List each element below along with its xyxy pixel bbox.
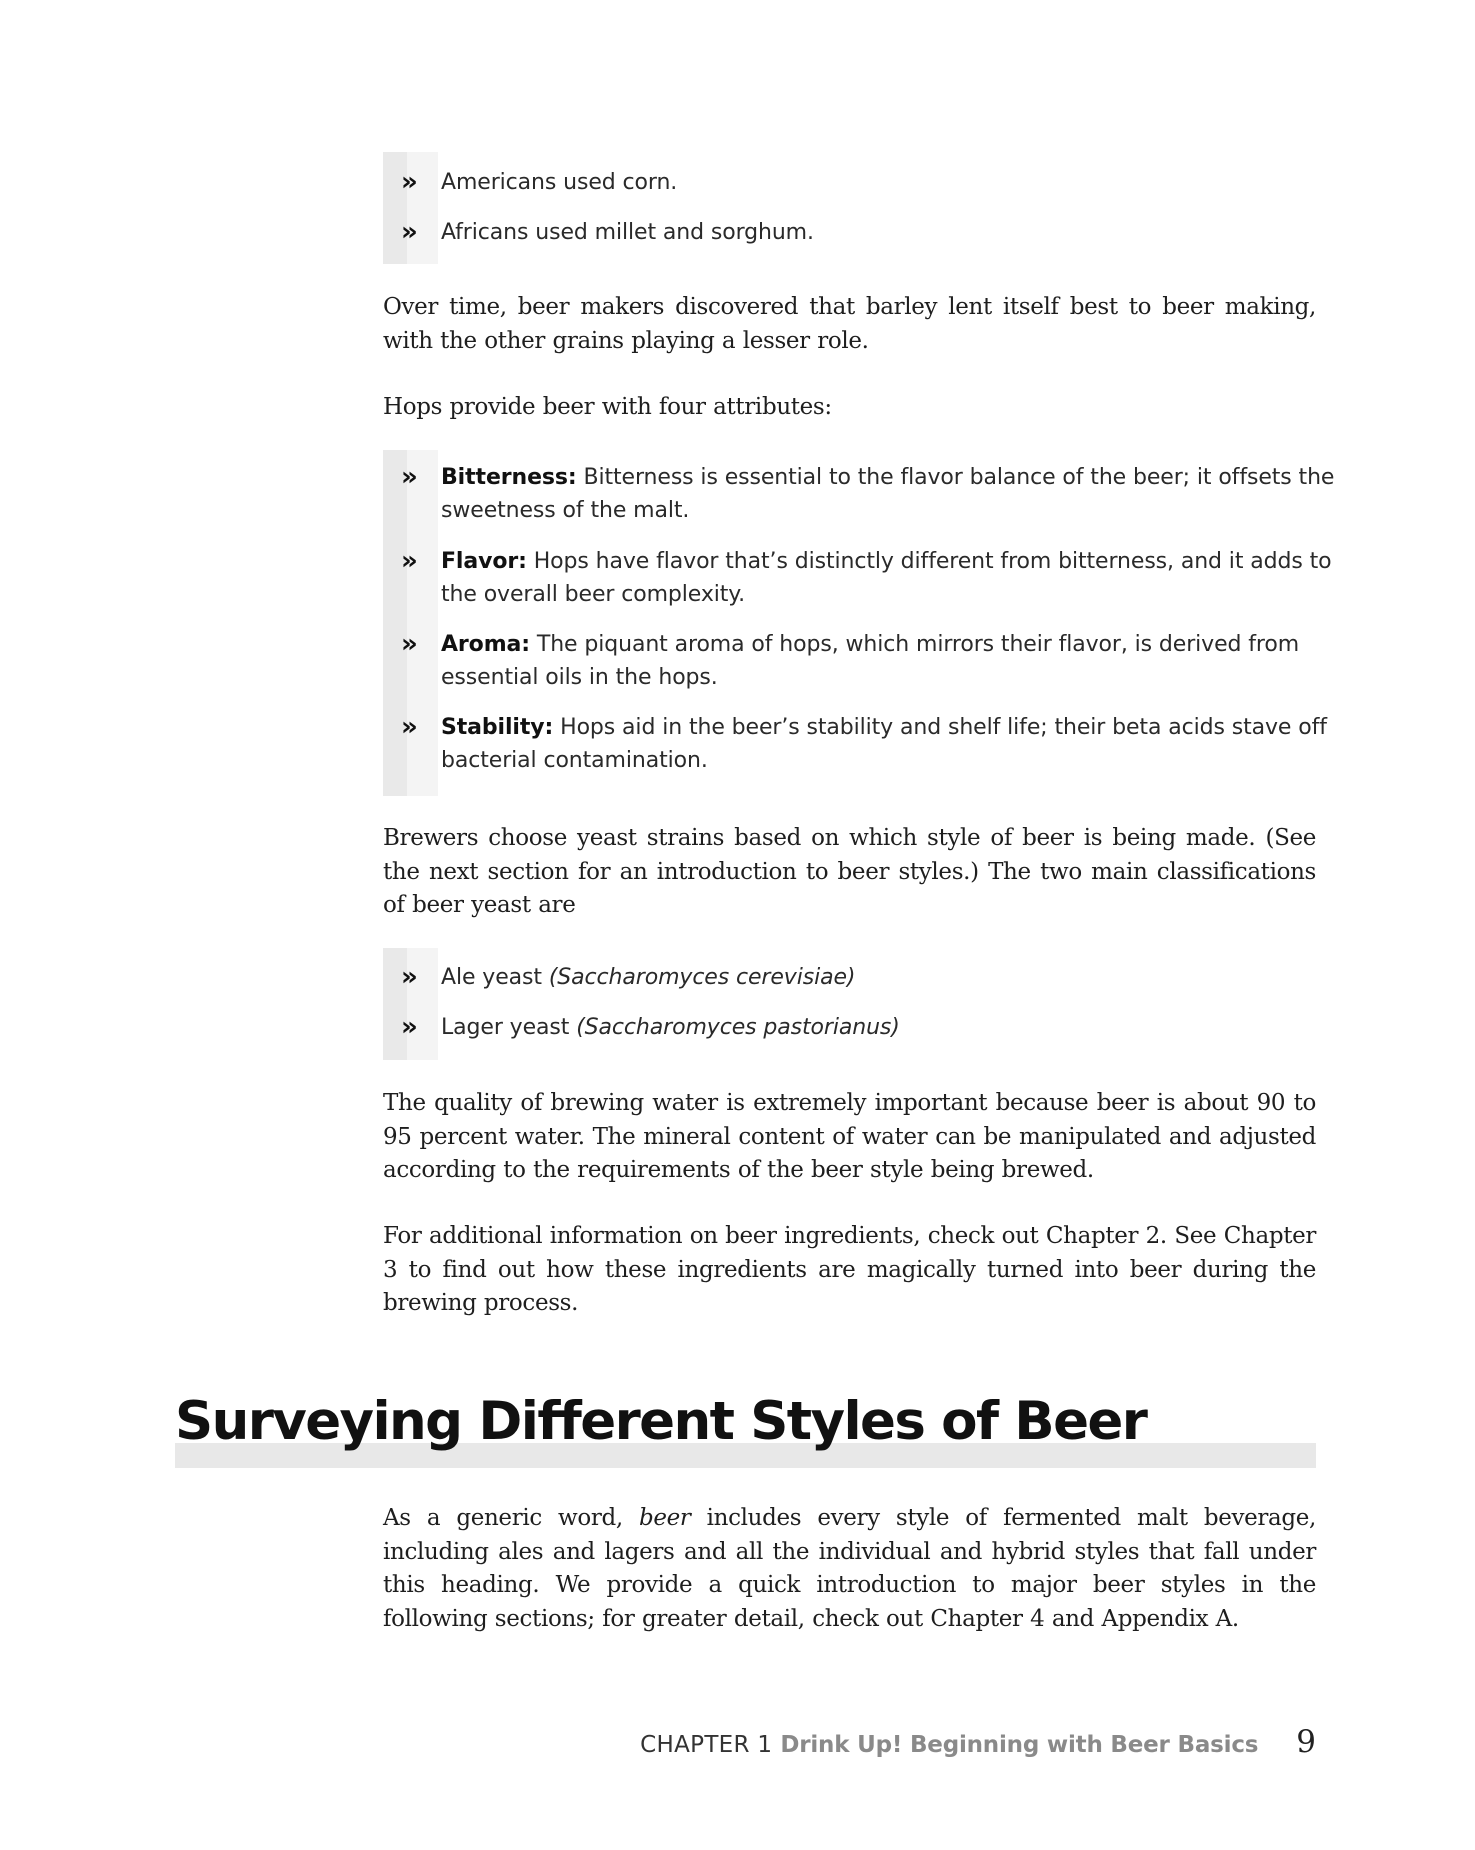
paragraph-text: includes every style of fermented malt beverage, including ales and lagers and all the individual and hybrid styles that fall under this heading. We provide a quick introduction to major beer styles in the following sections; for greater detail, check out Chapter 4 and Appendix A. bbox=[383, 1505, 1316, 1632]
list-item bbox=[383, 628, 1341, 694]
paragraph-water: The quality of brewing water is extremely important because beer is about 90 to 95 percent water. The mineral content of water can be manipulated and adjusted according to the requirements of the beer style being brewed. bbox=[383, 1090, 1316, 1183]
paragraph-hops-intro: Hops provide beer with four attributes: bbox=[383, 394, 832, 420]
list-item bbox=[383, 711, 1341, 777]
emphasis-text: beer bbox=[638, 1505, 691, 1531]
list-item bbox=[383, 1011, 1316, 1044]
list-item-text: Bitterness is essential to the flavor balance of the beer; it offsets the sweetness of the malt. bbox=[441, 465, 1335, 523]
list-item-text: Africans used millet and sorghum. bbox=[441, 220, 814, 245]
double-chevron-icon: » bbox=[401, 546, 411, 576]
chapter-title: Drink Up! Beginning with Beer Basics bbox=[780, 1732, 1259, 1758]
species-name: (Saccharomyces pastorianus) bbox=[576, 1015, 900, 1040]
double-chevron-icon: » bbox=[401, 167, 411, 197]
list-item bbox=[383, 166, 1316, 199]
list-item-term: Aroma: bbox=[441, 632, 530, 657]
list-item-text: Americans used corn. bbox=[441, 170, 678, 195]
species-name: (Saccharomyces cerevisiae) bbox=[548, 965, 856, 990]
list-item bbox=[383, 461, 1341, 527]
section-heading: Surveying Different Styles of Beer bbox=[175, 1391, 1147, 1452]
double-chevron-icon: » bbox=[401, 217, 411, 247]
double-chevron-icon: » bbox=[401, 962, 411, 992]
chapter-label: CHAPTER 1 bbox=[640, 1732, 773, 1758]
page-footer bbox=[640, 1722, 1316, 1765]
hops-attributes-list bbox=[383, 450, 1335, 796]
yeast-list bbox=[383, 948, 1316, 1060]
paragraph-barley: Over time, beer makers discovered that barley lent itself best to beer making, with the other grains playing a lesser role. bbox=[383, 294, 1316, 354]
list-item-text: The piquant aroma of hops, which mirrors their flavor, is derived from essential oils in the hops. bbox=[441, 632, 1300, 690]
grains-list bbox=[383, 152, 1316, 264]
list-item-text: Hops have flavor that’s distinctly different from bitterness, and it adds to the overall beer complexity. bbox=[441, 549, 1332, 607]
list-item bbox=[383, 545, 1341, 611]
list-item-text: Lager yeast bbox=[441, 1015, 577, 1040]
paragraph-generic-beer bbox=[383, 1502, 1316, 1636]
paragraph-text: As a generic word, bbox=[383, 1505, 639, 1531]
list-item bbox=[383, 961, 1316, 994]
list-item-text: Hops aid in the beer’s stability and shelf life; their beta acids stave off bacterial contamination. bbox=[441, 715, 1327, 773]
double-chevron-icon: » bbox=[401, 1012, 411, 1042]
double-chevron-icon: » bbox=[401, 629, 411, 659]
list-item bbox=[383, 216, 1316, 249]
list-item-term: Flavor: bbox=[441, 549, 527, 574]
double-chevron-icon: » bbox=[401, 462, 411, 492]
double-chevron-icon: » bbox=[401, 712, 411, 742]
paragraph-yeast: Brewers choose yeast strains based on which style of beer is being made. (See the next section for an introduction to beer styles.) The two main classifications of beer yeast are bbox=[383, 825, 1316, 918]
paragraph-additional-info: For additional information on beer ingredients, check out Chapter 2. See Chapter 3 to find out how these ingredients are magically turned into beer during the brewing process. bbox=[383, 1223, 1316, 1316]
list-item-text: Ale yeast bbox=[441, 965, 549, 990]
list-item-term: Bitterness: bbox=[441, 465, 577, 490]
page-number: 9 bbox=[1296, 1724, 1316, 1760]
list-item-term: Stability: bbox=[441, 715, 554, 740]
